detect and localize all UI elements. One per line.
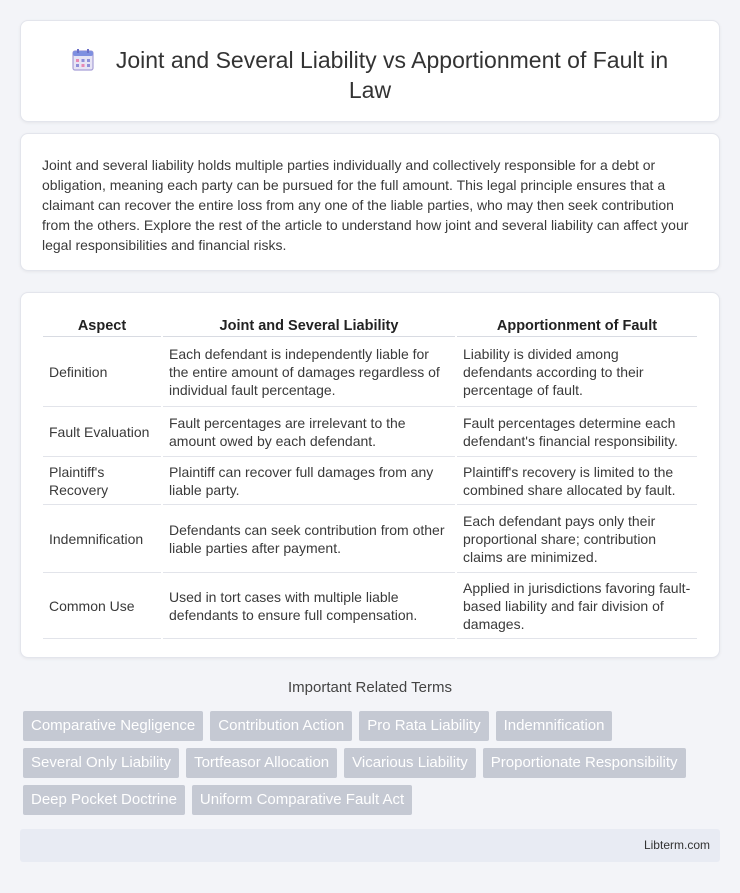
related-term-tag[interactable]: Deep Pocket Doctrine xyxy=(23,785,185,815)
related-terms-list xyxy=(23,711,703,815)
related-term-tag[interactable]: Indemnification xyxy=(496,711,613,741)
header-aspect: Aspect xyxy=(43,317,161,337)
table-row xyxy=(43,457,697,505)
comparison-table-card xyxy=(20,292,720,658)
row-joint-several: Plaintiff can recover full damages from any liable party. xyxy=(163,457,455,505)
table-row xyxy=(43,505,697,573)
row-apportionment: Each defendant pays only their proportional share; contribution claims are minimized. xyxy=(457,505,697,573)
row-aspect: Fault Evaluation xyxy=(43,407,161,457)
row-aspect: Indemnification xyxy=(43,505,161,573)
related-term-tag[interactable]: Tortfeasor Allocation xyxy=(186,748,337,778)
related-term-tag[interactable]: Contribution Action xyxy=(210,711,352,741)
title-card xyxy=(20,20,720,122)
related-term-tag[interactable]: Proportionate Responsibility xyxy=(483,748,686,778)
related-term-tag[interactable]: Uniform Comparative Fault Act xyxy=(192,785,412,815)
header-apportionment: Apportionment of Fault xyxy=(457,317,697,337)
row-apportionment: Plaintiff's recovery is limited to the combined share allocated by fault. xyxy=(457,457,697,505)
row-joint-several: Each defendant is independently liable for the entire amount of damages regardless of individual fault percentage. xyxy=(163,337,455,407)
table-row xyxy=(43,407,697,457)
row-aspect: Common Use xyxy=(43,573,161,639)
row-aspect: Definition xyxy=(43,337,161,407)
row-apportionment: Fault percentages determine each defendant's financial responsibility. xyxy=(457,407,697,457)
row-apportionment: Liability is divided among defendants according to their percentage of fault. xyxy=(457,337,697,407)
related-term-tag[interactable]: Comparative Negligence xyxy=(23,711,203,741)
related-terms-title: Important Related Terms xyxy=(288,679,452,696)
footer xyxy=(20,829,720,862)
row-aspect: Plaintiff's Recovery xyxy=(43,457,161,505)
table-row xyxy=(43,337,697,407)
comparison-table xyxy=(41,317,699,639)
intro-card xyxy=(20,133,720,271)
related-term-tag[interactable]: Several Only Liability xyxy=(23,748,179,778)
table-header-row xyxy=(43,317,697,337)
row-apportionment: Applied in jurisdictions favoring fault-based liability and fair division of damages. xyxy=(457,573,697,639)
title-wrap xyxy=(21,45,719,105)
row-joint-several: Used in tort cases with multiple liable defendants to ensure full compensation. xyxy=(163,573,455,639)
table-row xyxy=(43,573,697,639)
calendar-grid-icon xyxy=(72,49,94,71)
related-term-tag[interactable]: Vicarious Liability xyxy=(344,748,476,778)
page-title: Joint and Several Liability vs Apportionment of Fault in Law xyxy=(115,47,669,103)
footer-site-link[interactable]: Libterm.com xyxy=(643,838,710,852)
intro-paragraph: Joint and several liability holds multiple parties individually and collectively responsible for a debt or obligation, meaning each party can be pursued for the full amount. This legal principle ensures that a claimant can recover the entire loss from any one of the liable parties, who may then seek contribution from the others. Explore the rest of the article to understand how joint and several liability can affect your legal responsibilities and financial risks. xyxy=(42,157,689,253)
row-joint-several: Defendants can seek contribution from other liable parties after payment. xyxy=(163,505,455,573)
row-joint-several: Fault percentages are irrelevant to the amount owed by each defendant. xyxy=(163,407,455,457)
header-joint-several: Joint and Several Liability xyxy=(163,317,455,337)
related-term-tag[interactable]: Pro Rata Liability xyxy=(359,711,488,741)
